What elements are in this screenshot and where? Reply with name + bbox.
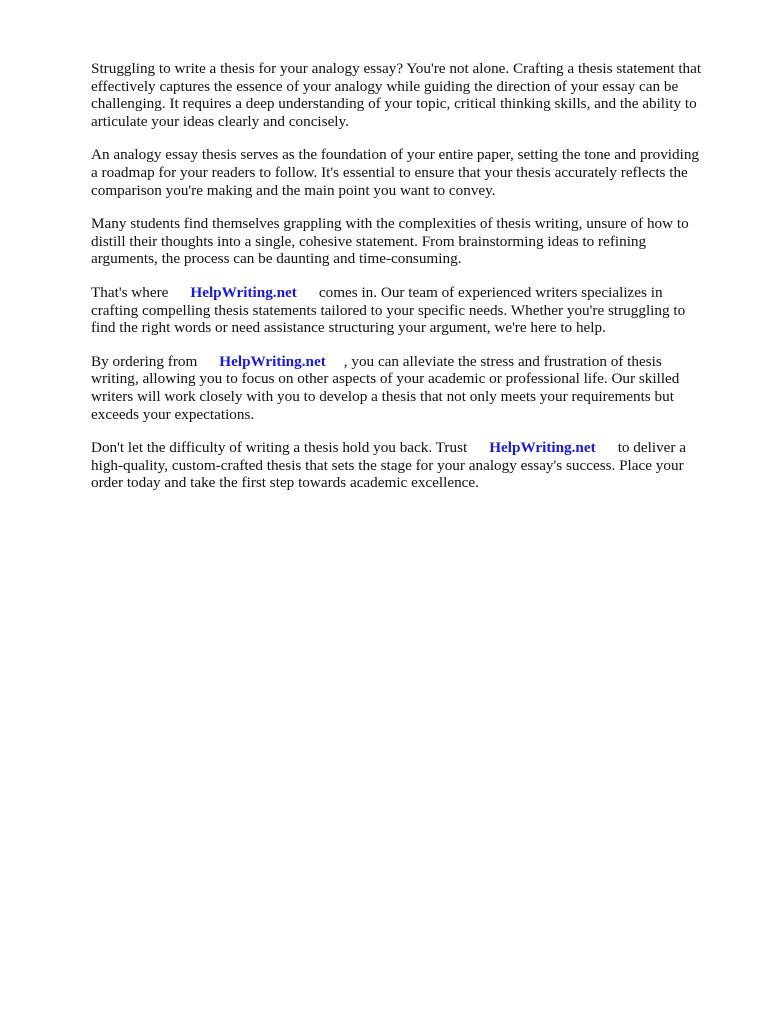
document-body	[91, 60, 731, 508]
helpwriting-link-2[interactable]: HelpWriting.net	[219, 352, 326, 370]
paragraph-trust-lead: Don't let the difficulty of writing a thesis hold you back. Trust	[91, 439, 468, 457]
paragraph-foundation: An analogy essay thesis serves as the foundation of your entire paper, setting the tone and providing a roadmap for your readers to follow. It's essential to ensure that your thesis accurately reflects the comparison you're making and the main point you want to convey.	[91, 146, 700, 199]
helpwriting-link-1[interactable]: HelpWriting.net	[190, 283, 297, 301]
paragraph-thats-where-lead: That's where	[91, 283, 169, 301]
paragraph-trust	[91, 439, 731, 492]
paragraph-struggles: Many students find themselves grappling with the complexities of thesis writing, unsure of how to distill their thoughts into a single, cohesive statement. From brainstorming ideas to refining arguments, the process can be daunting and time-consuming.	[91, 215, 689, 268]
paragraph-ordering	[91, 353, 731, 423]
paragraph-ordering-rest: , you can alleviate the stress and frustration of thesis writing, allowing you to focus on other aspects of your academic or professional life. Our skilled writers will work closely with you to develop a thesis that not only meets your requirements but exceeds your expectations.	[91, 352, 680, 423]
paragraph-intro: Struggling to write a thesis for your analogy essay? You're not alone. Crafting a thesis statement that effectively captures the essence of your analogy while guiding the direction of your essay can be challenging. It requires a deep understanding of your topic, critical thinking skills, and the ability to articulate your ideas clearly and concisely.	[91, 60, 702, 130]
paragraph-trust-rest: to deliver a high-quality, custom-crafted thesis that sets the stage for your analogy essay's success. Place your order today and take the first step towards academic excellence.	[91, 439, 687, 492]
paragraph-thats-where	[91, 284, 731, 337]
helpwriting-link-3[interactable]: HelpWriting.net	[489, 439, 596, 457]
paragraph-ordering-lead: By ordering from	[91, 352, 198, 370]
paragraph-thats-where-rest: comes in. Our team of experienced writers specializes in crafting compelling thesis statements tailored to your specific needs. Whether you're struggling to find the right words or need assistance structuring your argument, we're here to help.	[91, 283, 686, 337]
